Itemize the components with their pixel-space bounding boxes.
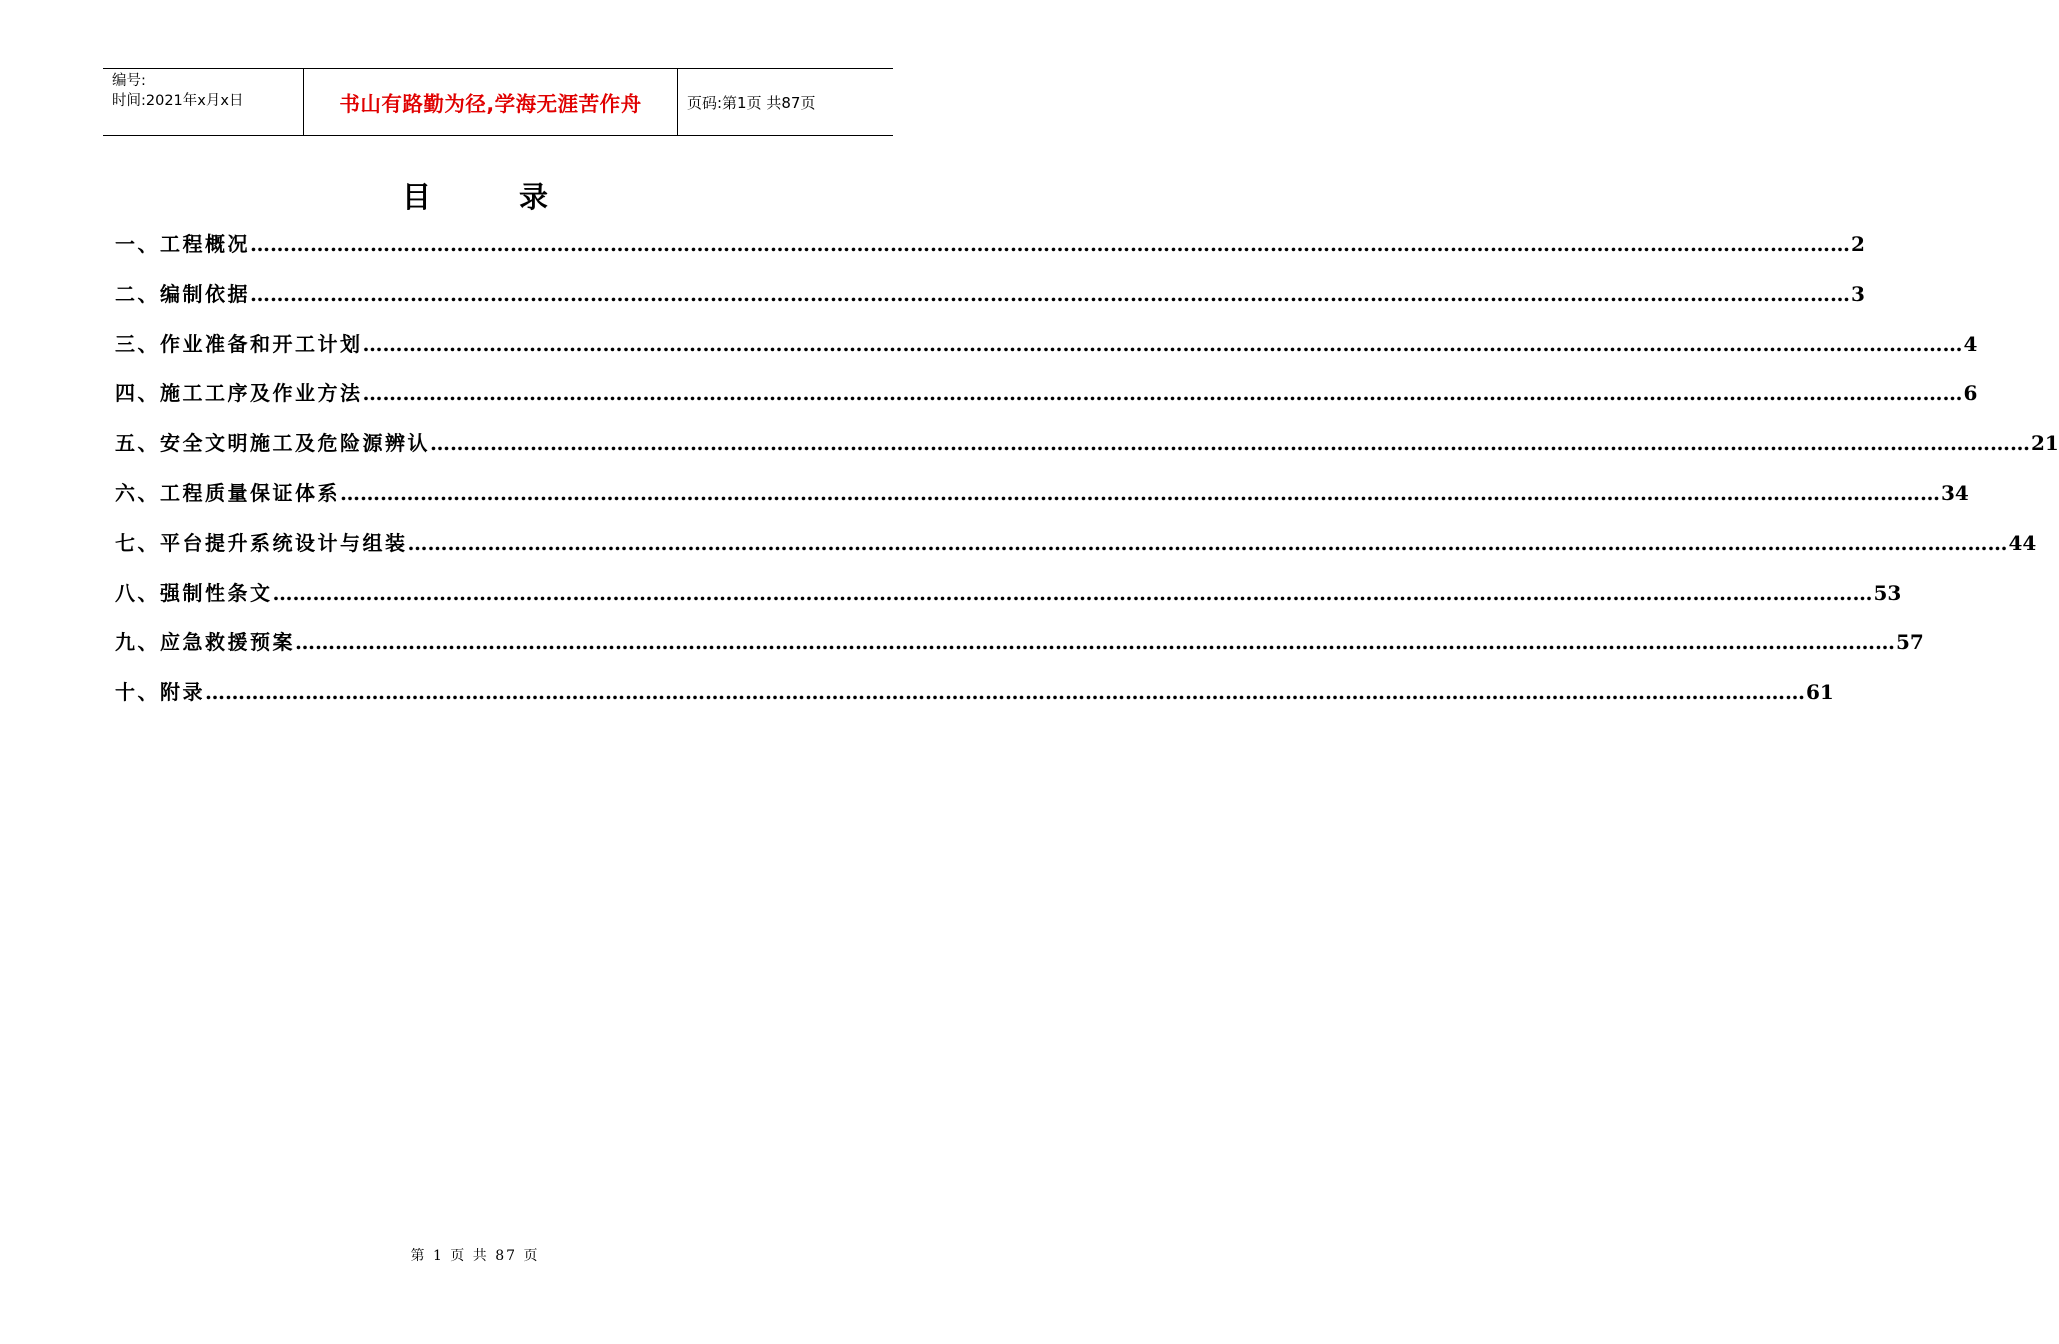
toc-title-left: 目 <box>401 180 431 214</box>
page-footer <box>0 1245 950 1265</box>
toc-entry-label: 五、安全文明施工及危险源辨认 <box>115 431 430 456</box>
toc-leader-dots: …………………………………………………………………………………………………………………………………………………………………………………………………………………… <box>250 281 1850 306</box>
toc-entry-label: 八、强制性条文 <box>115 580 273 605</box>
header-page-info: 页码:第1页 共87页 <box>687 93 816 112</box>
toc-entry-page: 44 <box>2008 530 2037 555</box>
toc-leader-dots: …………………………………………………………………………………………………………………………………………………………………………………………………………………… <box>430 431 2030 456</box>
document-number: 编号: <box>112 73 146 89</box>
toc-leader-dots: …………………………………………………………………………………………………………………………………………………………………………………………………………………… <box>362 331 1963 356</box>
toc-leader-dots: …………………………………………………………………………………………………………………………………………………………………………………………………………………… <box>250 232 1850 256</box>
page-header <box>103 68 893 136</box>
toc-entry-page: 61 <box>1806 680 1834 705</box>
toc-entry-label: 三、作业准备和开工计划 <box>115 331 363 356</box>
document-time: 时间:2021年x月x日 <box>112 93 244 109</box>
toc-entry[interactable] <box>115 626 1924 676</box>
toc-entry[interactable] <box>115 477 1969 527</box>
toc-entry-label: 四、施工工序及作业方法 <box>115 381 363 406</box>
toc-entry-page: 2 <box>1851 232 1865 256</box>
toc-entry[interactable] <box>115 328 1978 378</box>
toc-entry-page: 53 <box>1873 580 1902 605</box>
toc-entry-label: 九、应急救援预案 <box>115 630 295 655</box>
toc-entry-page: 4 <box>1963 331 1978 356</box>
table-of-contents <box>115 228 2059 726</box>
toc-leader-dots: …………………………………………………………………………………………………………………………………………………………………………………………………………………… <box>272 580 1873 605</box>
toc-entry[interactable] <box>115 377 1978 427</box>
toc-entry-page: 34 <box>1941 480 1969 505</box>
toc-entry[interactable] <box>115 577 1902 627</box>
toc-leader-dots: …………………………………………………………………………………………………………………………………………………………………………………………………………………… <box>407 530 2008 555</box>
toc-entry-page: 57 <box>1896 630 1924 655</box>
toc-entry-label: 七、平台提升系统设计与组装 <box>115 530 408 555</box>
toc-title <box>0 175 950 216</box>
toc-entry-page: 3 <box>1851 281 1865 306</box>
toc-entry-page: 6 <box>1963 381 1978 406</box>
header-page-info-cell <box>678 69 893 135</box>
footer-page-number: 第 1 页 共 87 页 <box>410 1248 540 1264</box>
toc-entry[interactable] <box>115 676 1834 726</box>
toc-entry[interactable] <box>115 427 2059 477</box>
toc-leader-dots: …………………………………………………………………………………………………………………………………………………………………………………………………………………… <box>362 381 1963 406</box>
toc-entry-page: 21 <box>2031 431 2059 456</box>
toc-entry[interactable] <box>115 527 2037 577</box>
toc-leader-dots: …………………………………………………………………………………………………………………………………………………………………………………………………………………… <box>340 480 1940 505</box>
toc-leader-dots: …………………………………………………………………………………………………………………………………………………………………………………………………………………… <box>205 680 1805 705</box>
toc-entry-label: 二、编制依据 <box>115 281 250 306</box>
toc-entry-label: 六、工程质量保证体系 <box>115 480 340 505</box>
header-motto-cell <box>304 69 678 135</box>
toc-entry-label: 十、附录 <box>115 680 205 705</box>
header-meta <box>103 69 304 135</box>
header-motto: 书山有路勤为径,学海无涯苦作舟 <box>339 92 642 116</box>
toc-title-right: 录 <box>519 180 549 214</box>
toc-entry[interactable] <box>115 278 1865 328</box>
toc-leader-dots: …………………………………………………………………………………………………………………………………………………………………………………………………………………… <box>295 630 1895 655</box>
toc-entry-label: 一、工程概况 <box>115 232 250 256</box>
toc-entry[interactable] <box>115 228 1865 278</box>
